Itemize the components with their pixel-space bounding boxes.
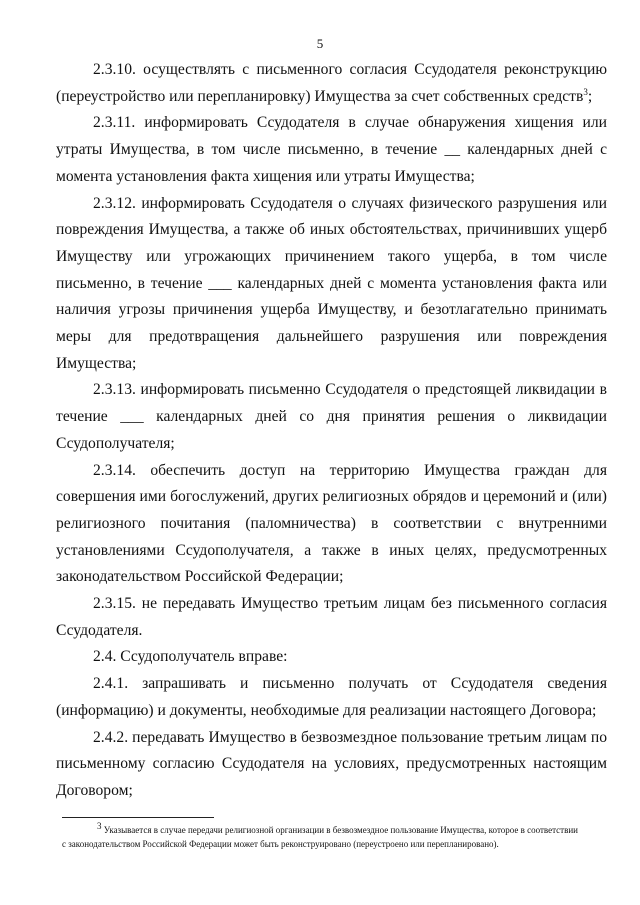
paragraph-2-4-1: 2.4.1. запрашивать и письменно получать от Ссудодателя сведения (информацию) и документы, необходимые для реализации настоящего Договора; [56, 675, 607, 719]
footnote-divider [62, 817, 214, 818]
paragraph-2-4-2: 2.4.2. передавать Имущество в безвозмездное пользование третьим лицам по письменному согласию Ссудодателя на условиях, предусмотренных настоящим Договором; [56, 728, 607, 799]
paragraph-2-3-11: 2.3.11. информировать Ссудодателя в случае обнаружения хищения или утраты Имущества, в том числе письменно, в течение __ календарных дней с момента установления факта хищения или утраты Имущества; [56, 114, 607, 185]
paragraph-2-3-12: 2.3.12. информировать Ссудодателя о случаях физического разрушения или повреждения Имущества, а также об иных обстоятельствах, причинивших ущерб Имуществу или угрожающих причинением такого ущерба, в том числе письменно, в течение ___ календарных дней с момента установления факта или наличия угрозы причинения ущерба Имуществу, и безотлагательно принимать меры для предотвращения дальнейшего разрушения или повреждения Имущества; [56, 194, 607, 372]
footnote-line-1 [62, 823, 607, 837]
footnote-text-1: Указывается в случае передачи религиозной организации в безвозмездное пользование Имущества, которое в соответствии [103, 825, 578, 835]
paragraph-tail: ; [587, 87, 593, 105]
paragraph-2-4: 2.4. Ссудополучатель вправе: [93, 648, 288, 666]
page-number: 5 [316, 36, 324, 51]
paragraph-2-3-10 [56, 57, 607, 110]
footnote-marker: 3 [97, 821, 102, 831]
footnote-reference: 3 [583, 86, 588, 97]
footnote [62, 823, 607, 851]
paragraph-2-3-14: 2.3.14. обеспечить доступ на территорию Имущества граждан для совершения ими богослужений, других религиозных обрядов и церемоний и (или) религиозного почитания (паломничества) в соответствии с внутренними установлениями Ссудополучателя, а также в иных целях, предусмотренных законодательством Российской Федерации; [56, 461, 607, 586]
footnote-line-2: с законодательством Российской Федерации может быть реконструировано (переустроено или перепланировано). [62, 839, 499, 849]
paragraph-2-3-13: 2.3.13. информировать письменно Ссудодателя о предстоящей ликвидации в течение ___ календарных дней со дня принятия решения о ликвидации Ссудополучателя; [56, 381, 607, 452]
paragraph-2-3-15: 2.3.15. не передавать Имущество третьим лицам без письменного согласия Ссудодателя. [56, 595, 607, 639]
paragraph-text: 2.3.10. осуществлять с письменного согласия Ссудодателя реконструкцию (переустройство или перепланировку) Имущества за счет собственных средств [56, 61, 607, 105]
document-body [56, 57, 607, 805]
